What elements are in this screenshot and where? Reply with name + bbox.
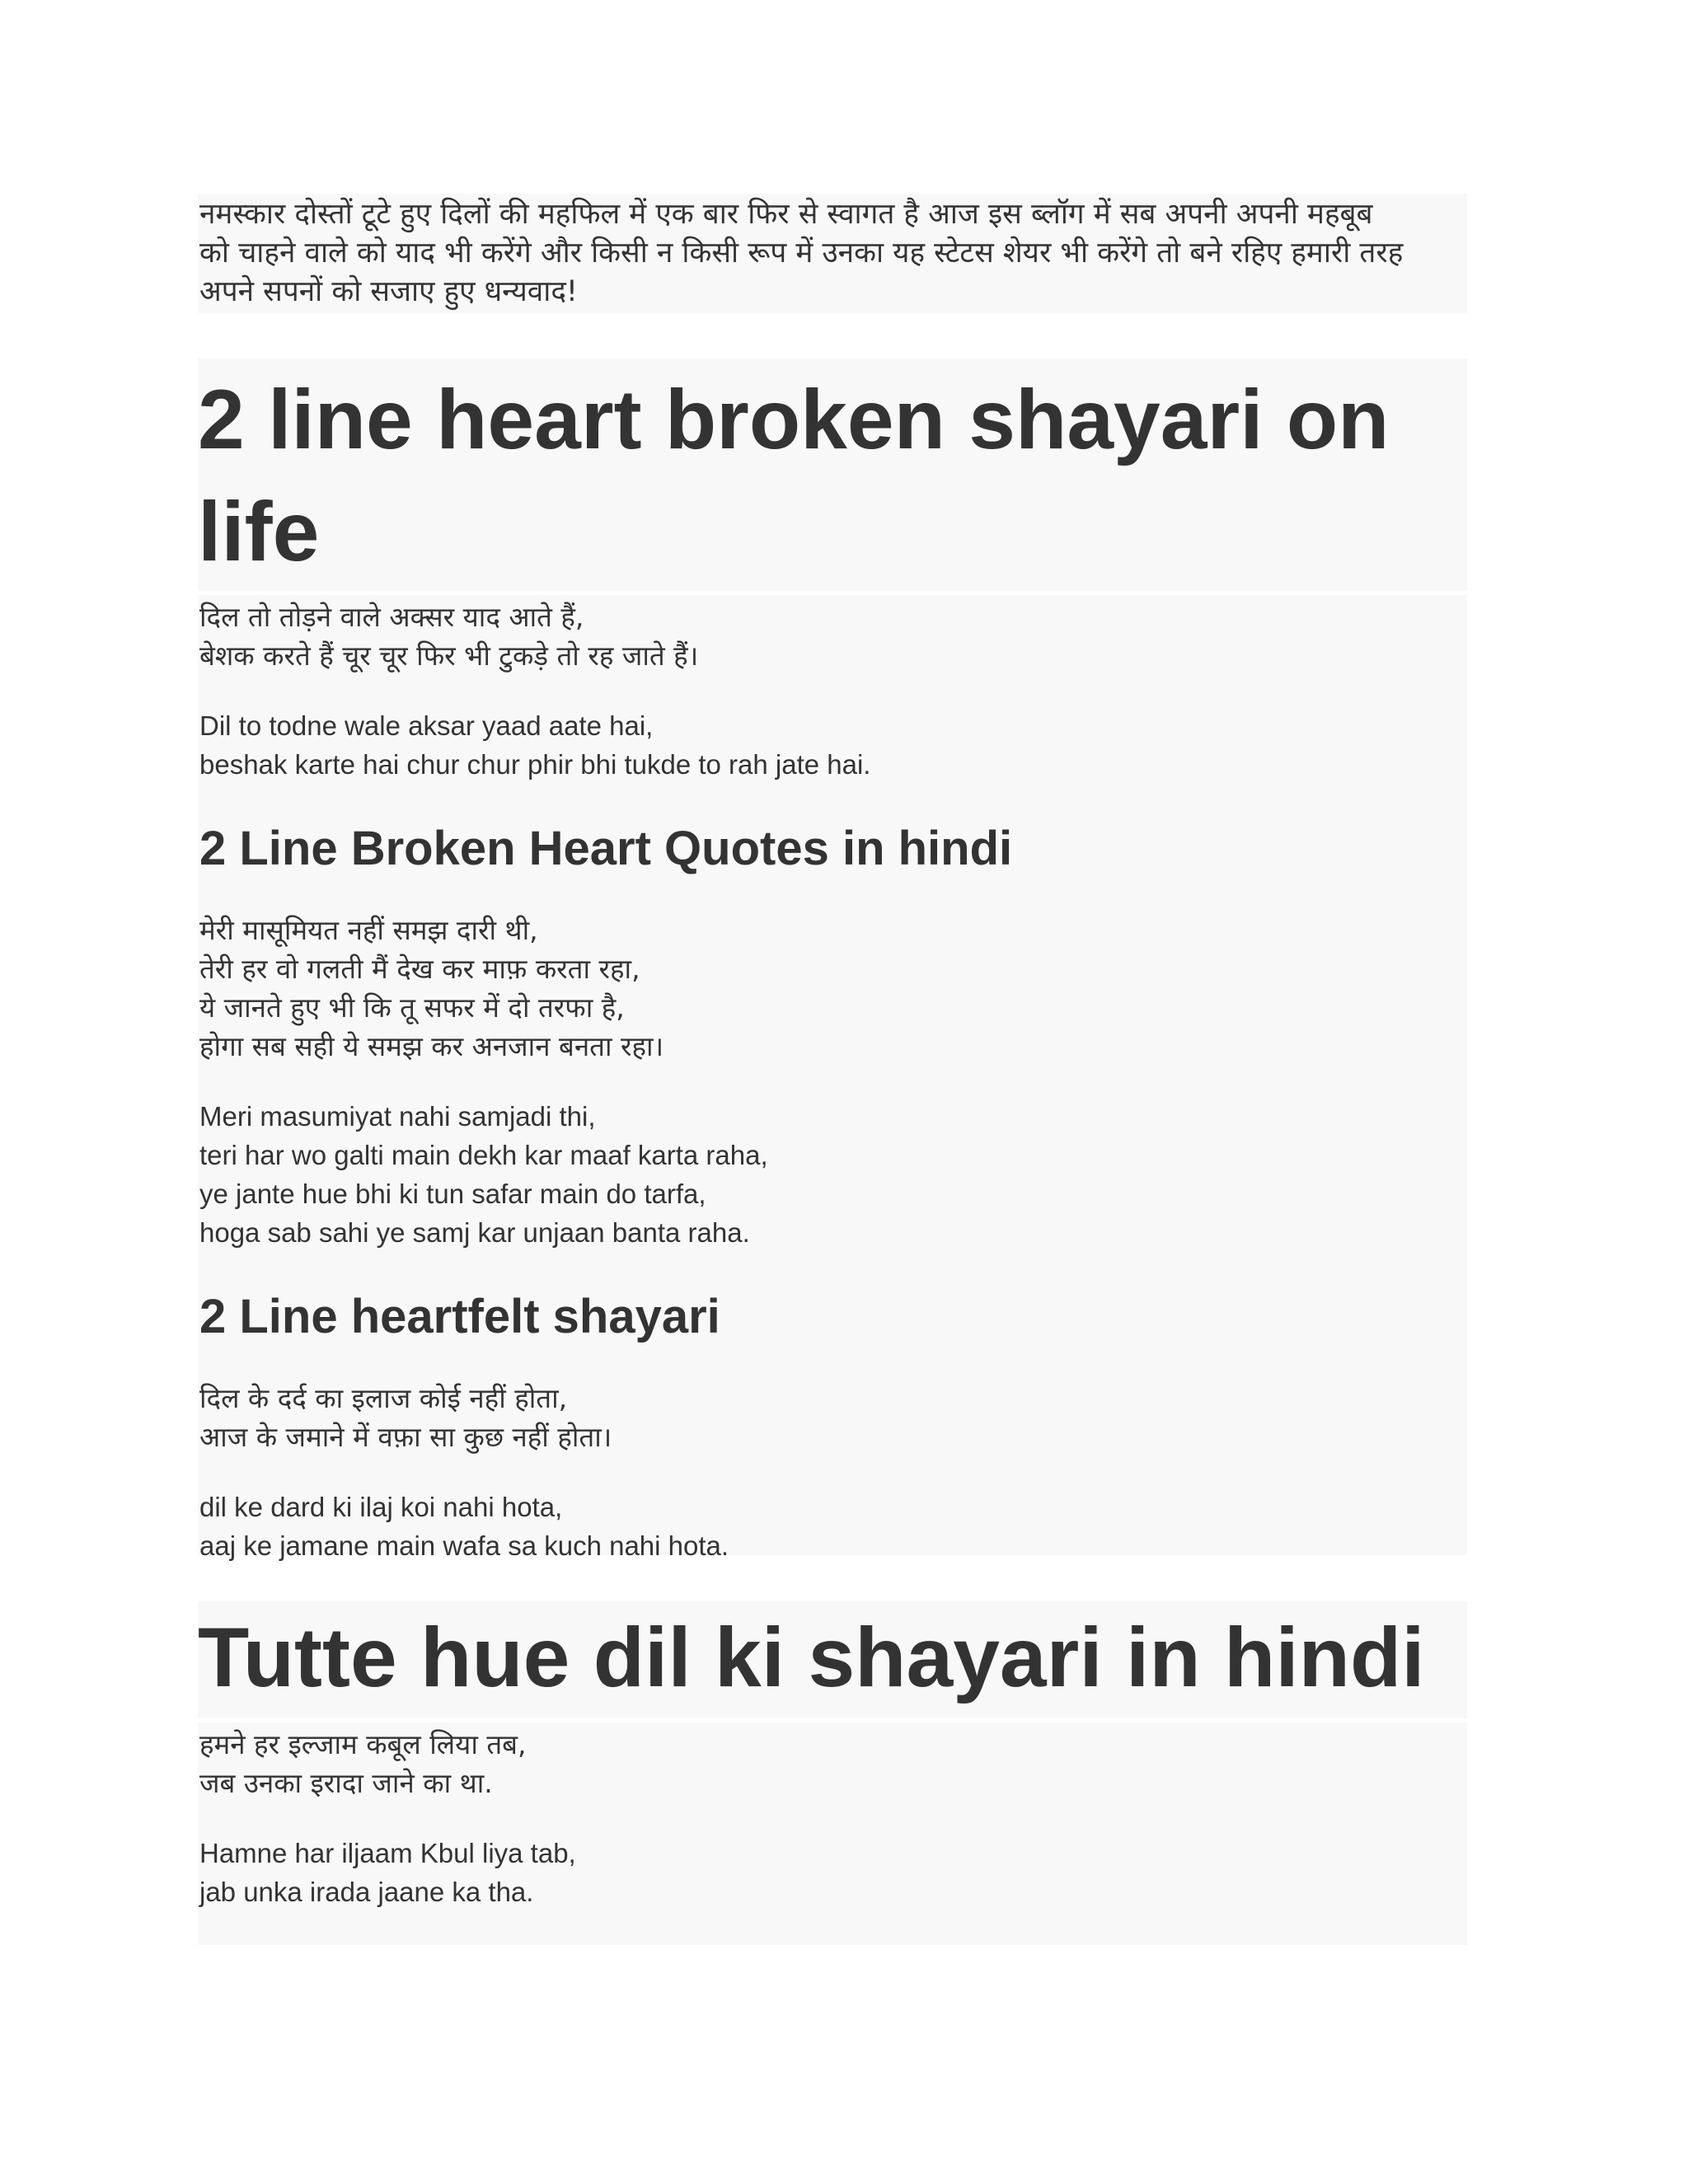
section-content	[198, 595, 1467, 1561]
heading-line: 2 line heart broken shayari on	[198, 373, 1390, 466]
intro-paragraph	[198, 194, 1467, 313]
shayari-line: Hamne har iljaam Kbul liya tab,	[199, 1838, 576, 1868]
hindi-shayari	[199, 1379, 1465, 1456]
shayari-line: beshak karte hai chur chur phir bhi tukde to rah jate hai.	[199, 749, 871, 780]
section-heading: Tutte hue dil ki shayari in hindi	[198, 1610, 1425, 1704]
section-heading	[198, 363, 1467, 588]
hindi-shayari	[199, 598, 1465, 675]
shayari-line: Meri masumiyat nahi samjadi thi,	[199, 1101, 596, 1132]
section-heading-block	[198, 1601, 1467, 1718]
shayari-line: ये जानते हुए भी कि तू सफर में दो तरफा है,	[199, 991, 625, 1024]
shayari-line: dil ke dard ki ilaj koi nahi hota,	[199, 1492, 563, 1522]
shayari-line: दिल तो तोड़ने वाले अक्सर याद आते हैं,	[199, 601, 584, 633]
shayari-line: मेरी मासूमियत नहीं समझ दारी थी,	[199, 914, 538, 946]
shayari-line: ye jante hue bhi ki tun safar main do tarfa,	[199, 1179, 706, 1209]
roman-shayari	[199, 1488, 1465, 1565]
shayari-line: आज के जमाने में वफ़ा सा कुछ नहीं होता।	[199, 1421, 612, 1453]
hindi-shayari	[199, 1725, 1465, 1802]
shayari-line: होगा सब सही ये समझ कर अनजान बनता रहा।	[199, 1030, 664, 1062]
shayari-line: Dil to todne wale aksar yaad aate hai,	[199, 710, 654, 741]
subsection-heading: 2 Line Broken Heart Quotes in hindi	[199, 822, 1013, 875]
roman-shayari	[199, 706, 1465, 784]
shayari-line: हमने हर इल्जाम कबूल लिया तब,	[199, 1728, 527, 1760]
section-content	[198, 1722, 1467, 1945]
intro-line: को चाहने वाले को याद भी करेंगे और किसी न किसी रूप में उनका यह स्टेटस शेयर भी करेंगे तो बने रहिए हमारी तरह	[199, 237, 1404, 269]
intro-line: अपने सपनों को सजाए हुए धन्यवाद!	[199, 275, 578, 308]
intro-line: नमस्कार दोस्तों टूटे हुए दिलों की महफिल में एक बार फिर से स्वागत है आज इस ब्लॉग में सब अपनी अपनी महबूब	[199, 198, 1373, 231]
roman-shayari	[199, 1097, 1465, 1252]
shayari-line: aaj ke jamane main wafa sa kuch nahi hota.	[199, 1530, 729, 1561]
section-heading-block	[198, 359, 1467, 591]
shayari-line: तेरी हर वो गलती मैं देख कर माफ़ करता रहा,	[199, 953, 640, 985]
shayari-line: jab unka irada jaane ka tha.	[199, 1877, 534, 1907]
shayari-line: बेशक करते हैं चूर चूर फिर भी टुकड़े तो रह जाते हैं।	[199, 640, 699, 672]
subsection-heading: 2 Line heartfelt shayari	[199, 1290, 720, 1343]
shayari-line: दिल के दर्द का इलाज कोई नहीं होता,	[199, 1382, 568, 1414]
shayari-line: hoga sab sahi ye samj kar unjaan banta raha.	[199, 1217, 750, 1248]
roman-shayari	[199, 1834, 1465, 1911]
shayari-line: जब उनका इरादा जाने का था.	[199, 1767, 493, 1799]
heading-line: life	[198, 485, 320, 579]
hindi-shayari	[199, 911, 1465, 1066]
shayari-line: teri har wo galti main dekh kar maaf karta raha,	[199, 1140, 768, 1170]
